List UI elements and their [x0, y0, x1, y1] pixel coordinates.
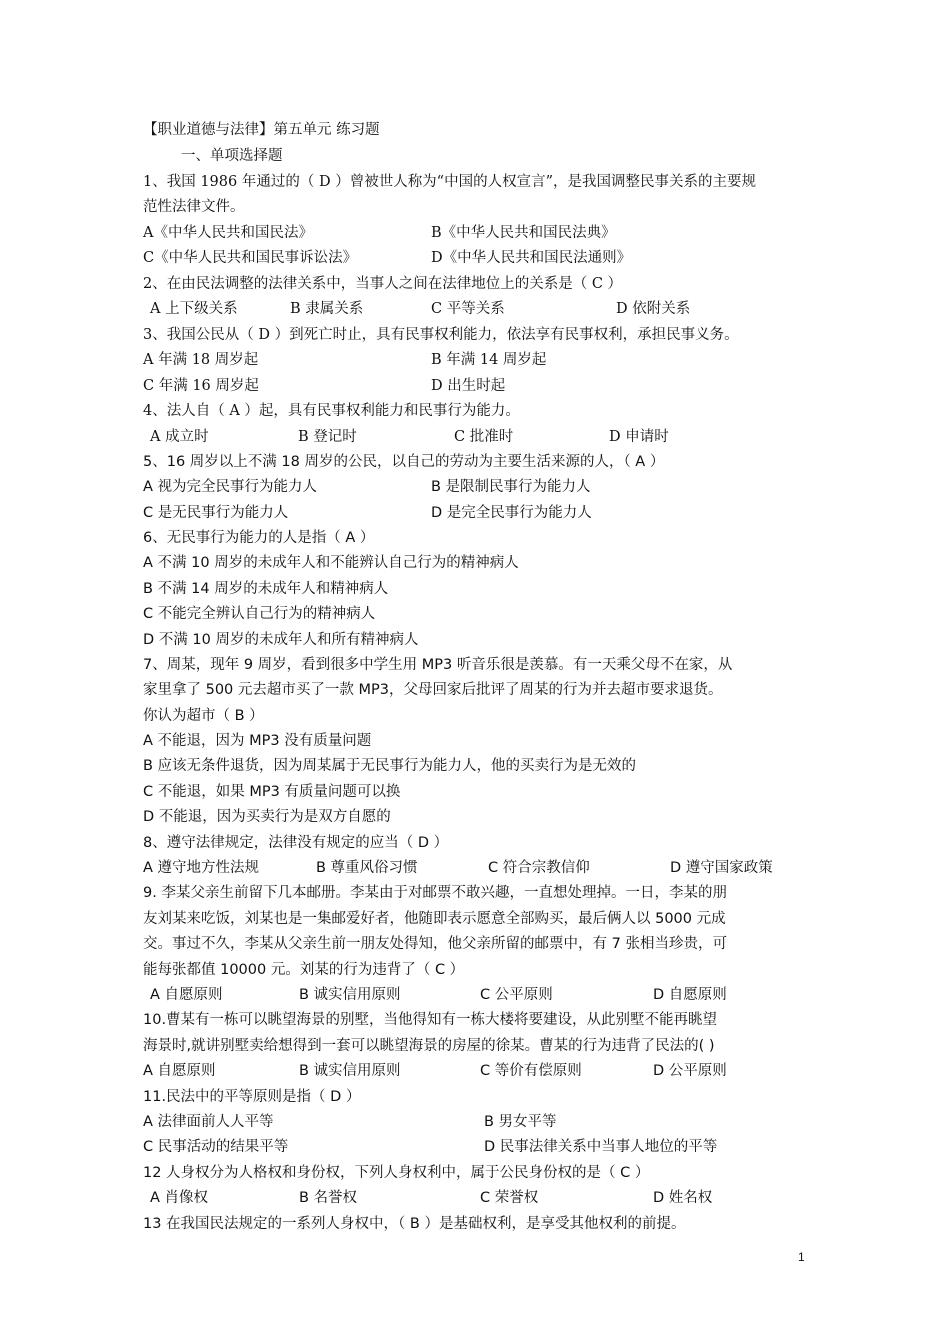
- question-12-option-a: A 肖像权: [150, 1190, 209, 1206]
- question-11-line-1: 11.民法中的平等原则是指（ D ）: [143, 1089, 361, 1105]
- question-2-option-b: B 隶属关系: [290, 301, 364, 317]
- question-3-line-1: 3、我国公民从（ D ）到死亡时止，具有民事权利能力，依法享有民事权利，承担民事义务。: [143, 327, 739, 343]
- question-10-option-c: C 等价有偿原则: [480, 1063, 582, 1079]
- question-5-option-a: A 视为完全民事行为能力人: [143, 479, 318, 495]
- question-5-option-b: B 是限制民事行为能力人: [431, 479, 591, 495]
- question-12-option-d: D 姓名权: [653, 1190, 713, 1206]
- question-7-option-a: A 不能退，因为 MP3 没有质量问题: [143, 733, 372, 749]
- question-7-line-3: 你认为超市（ B ）: [143, 708, 264, 724]
- question-2-option-a: A 上下级关系: [150, 301, 238, 317]
- question-11-option-b: B 男女平等: [484, 1114, 557, 1130]
- question-1-option-c: C《中华人民共和国民事诉讼法》: [143, 250, 358, 266]
- question-9-line-3: 交。事过不久，李某从父亲生前一朋友处得知，他父亲所留的邮票中，有 7 张相当珍贵，可: [143, 936, 727, 952]
- question-1-option-d: D《中华人民共和国民法通则》: [431, 250, 632, 266]
- question-6-line-1: 6、无民事行为能力的人是指（ A ）: [143, 530, 375, 546]
- section-heading: 一、单项选择题: [181, 148, 283, 164]
- question-3-option-d: D 出生时起: [431, 378, 506, 394]
- question-11-option-c: C 民事活动的结果平等: [143, 1139, 289, 1155]
- question-10-option-a: A 自愿原则: [143, 1063, 216, 1079]
- question-4-line-1: 4、法人自（ A ）起，具有民事权利能力和民事行为能力。: [143, 403, 520, 419]
- question-1-option-a: A《中华人民共和国民法》: [143, 225, 313, 241]
- question-10-line-2: 海景时,就讲别墅卖给想得到一套可以眺望海景的房屋的徐某。曹某的行为违背了民法的( ): [143, 1038, 715, 1054]
- question-13-line-1: 13 在我国民法规定的一系列人身权中，（ B ）是基础权利，是享受其他权利的前提。: [143, 1216, 686, 1232]
- question-4-option-c: C 批准时: [454, 429, 514, 445]
- question-2-line-1: 2、在由民法调整的法律关系中，当事人之间在法律地位上的关系是（ C ）: [143, 276, 623, 292]
- question-8-option-c: C 符合宗教信仰: [488, 860, 590, 876]
- question-12-option-b: B 名誉权: [299, 1190, 358, 1206]
- question-8-line-1: 8、遵守法律规定，法律没有规定的应当（ D ）: [143, 835, 449, 851]
- question-7-option-d: D 不能退，因为买卖行为是双方自愿的: [143, 809, 391, 825]
- question-2-option-c: C 平等关系: [431, 301, 505, 317]
- question-11-option-d: D 民事法律关系中当事人地位的平等: [484, 1139, 718, 1155]
- question-4-option-a: A 成立时: [150, 429, 209, 445]
- question-12-option-c: C 荣誉权: [480, 1190, 539, 1206]
- question-6-option-d: D 不满 10 周岁的未成年人和所有精神病人: [143, 632, 419, 648]
- question-3-option-a: A 年满 18 周岁起: [143, 352, 259, 368]
- question-9-line-2: 友刘某来吃饭，刘某也是一集邮爱好者，他随即表示愿意全部购买，最后俩人以 5000 元成: [143, 911, 726, 927]
- question-1-option-b: B《中华人民共和国民法典》: [431, 225, 616, 241]
- question-7-line-1: 7、周某，现年 9 周岁，看到很多中学生用 MP3 听音乐很是羡慕。有一天乘父母不在家，从: [143, 657, 733, 673]
- question-7-option-b: B 应该无条件退货，因为周某属于无民事行为能力人，他的买卖行为是无效的: [143, 758, 637, 774]
- question-9-option-b: B 诚实信用原则: [299, 987, 401, 1003]
- question-7-option-c: C 不能退，如果 MP3 有质量问题可以换: [143, 784, 401, 800]
- question-5-line-1: 5、16 周岁以上不满 18 周岁的公民，以自己的劳动为主要生活来源的人，（ A ）: [143, 454, 665, 470]
- question-8-option-b: B 尊重风俗习惯: [316, 860, 418, 876]
- question-1-line-1: 1、我国 1986 年通过的（ D ）曾被世人称为“中国的人权宣言”，是我国调整民事关系的主要规: [143, 174, 757, 190]
- question-3-option-c: C 年满 16 周岁起: [143, 378, 259, 394]
- question-6-option-a: A 不满 10 周岁的未成年人和不能辨认自己行为的精神病人: [143, 555, 519, 571]
- page-title: 【职业道德与法律】第五单元 练习题: [143, 122, 380, 138]
- question-6-option-c: C 不能完全辨认自己行为的精神病人: [143, 606, 376, 622]
- question-5-option-c: C 是无民事行为能力人: [143, 505, 289, 521]
- question-12-line-1: 12 人身权分为人格权和身份权，下列人身权利中，属于公民身份权的是（ C ）: [143, 1165, 650, 1181]
- question-9-option-d: D 自愿原则: [653, 987, 727, 1003]
- question-4-option-b: B 登记时: [298, 429, 357, 445]
- question-11-option-a: A 法律面前人人平等: [143, 1114, 274, 1130]
- question-9-option-c: C 公平原则: [480, 987, 553, 1003]
- question-3-option-b: B 年满 14 周岁起: [431, 352, 547, 368]
- question-8-option-a: A 遵守地方性法规: [143, 860, 260, 876]
- question-8-option-d: D 遵守国家政策: [670, 860, 773, 876]
- question-5-option-d: D 是完全民事行为能力人: [431, 505, 592, 521]
- page-number: 1: [798, 1250, 805, 1264]
- question-1-line-2: 范性法律文件。: [143, 199, 245, 215]
- question-4-option-d: D 申请时: [609, 429, 669, 445]
- question-6-option-b: B 不满 14 周岁的未成年人和精神病人: [143, 581, 389, 597]
- question-7-line-2: 家里拿了 500 元去超市买了一款 MP3，父母回家后批评了周某的行为并去超市要求退货。: [143, 682, 723, 698]
- question-9-option-a: A 自愿原则: [150, 987, 223, 1003]
- question-9-line-4: 能每张都值 10000 元。刘某的行为违背了（ C ）: [143, 962, 465, 978]
- question-10-option-d: D 公平原则: [653, 1063, 727, 1079]
- question-9-line-1: 9. 李某父亲生前留下几本邮册。李某由于对邮票不敢兴趣，一直想处理掉。一日，李某的朋: [143, 885, 727, 901]
- question-10-option-b: B 诚实信用原则: [299, 1063, 401, 1079]
- question-10-line-1: 10.曹某有一栋可以眺望海景的别墅，当他得知有一栋大楼将要建设，从此别墅不能再眺望: [143, 1012, 718, 1028]
- question-2-option-d: D 依附关系: [616, 301, 691, 317]
